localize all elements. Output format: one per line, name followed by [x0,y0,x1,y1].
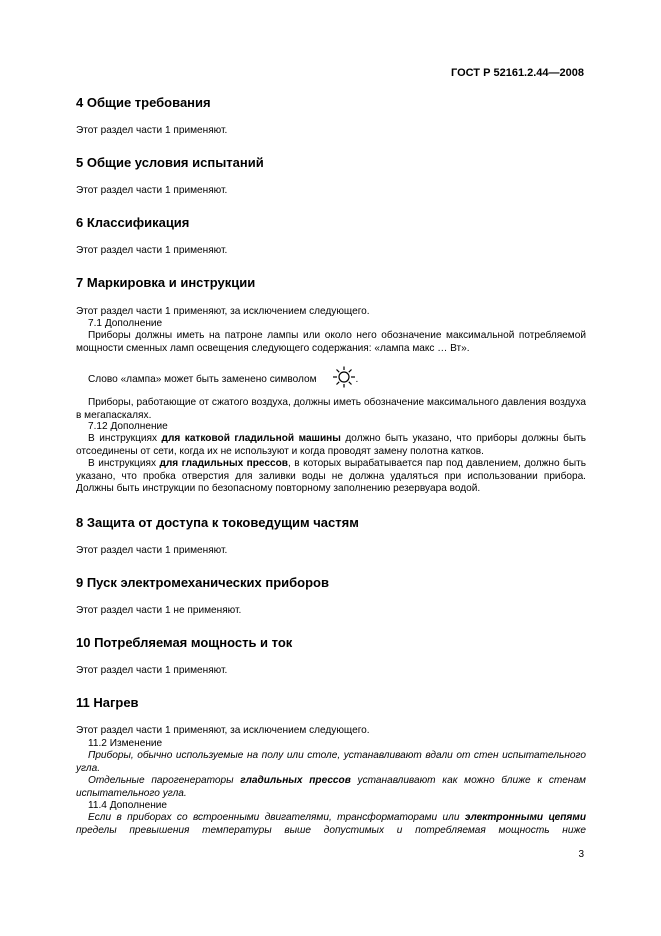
section-4-text: Этот раздел части 1 применяют. [76,125,228,136]
section-7-intro: Этот раздел части 1 применяют, за исключением следующего. [76,306,370,317]
page-number: 3 [578,849,584,860]
section-10-text: Этот раздел части 1 применяют. [76,665,228,676]
lamp-symbol-period: . [355,374,359,385]
section-9-heading: 9 Пуск электромеханических приборов [76,575,329,590]
section-7-heading: 7 Маркировка и инструкции [76,275,256,290]
clause-7-12-para-1: В инструкциях для катковой гладильной машины должно быть указано, что приборы должны быть отсоединены от сети, когда их не используют и когда проводят замену полотна катков. [76,433,586,457]
section-5-text: Этот раздел части 1 применяют. [76,185,228,196]
section-11-heading: 11 Нагрев [76,695,139,710]
clause-7-12-label: 7.12 Дополнение [88,421,168,432]
compressed-air-text: Приборы, работающие от сжатого воздуха, должны иметь обозначение максимального давления воздуха в мегапаскалях. [76,397,586,421]
clause-11-4-label: 11.4 Дополнение [88,800,168,811]
steam-generator-text: Отдельные парогенераторы гладильных прессов устанавливают как можно ближе к стенам испытательного угла. [76,775,586,799]
section-4-heading: 4 Общие требования [76,95,211,110]
section-9-text: Этот раздел части 1 не применяют. [76,605,242,616]
clause-7-1-label: 7.1 Дополнение [88,318,163,329]
clause-7-1-text: Приборы должны иметь на патроне лампы или около него обозначение максимальной потребляемой мощности сменных ламп освещения следующего содержания: «лампа макс … Вт». [76,330,586,354]
lamp-symbol-icon [320,366,356,393]
section-8-text: Этот раздел части 1 применяют. [76,545,228,556]
section-8-heading: 8 Защита от доступа к токоведущим частям [76,515,359,530]
section-10-heading: 10 Потребляемая мощность и ток [76,635,293,650]
lamp-symbol-text: Слово «лампа» может быть заменено символом [88,374,317,385]
section-11-intro: Этот раздел части 1 применяют, за исключением следующего. [76,725,370,736]
clause-11-4-text: Если в приборах со встроенными двигателями, трансформаторами или электронными цепями пределы превышения температуры выше допустимых и потребляемая мощность ниже [76,812,586,836]
clause-7-12-para-2: В инструкциях для гладильных прессов, в которых вырабатывается пар под давлением, должно быть указано, что пробка отверстия для заливки воды не должна удаляться при использовании прибора. Должны быть инструкции по безопасному повторному заполнению резервуара водой. [76,458,586,494]
section-6-heading: 6 Классификация [76,215,190,230]
section-5-heading: 5 Общие условия испытаний [76,155,264,170]
clause-11-2-text: Приборы, обычно используемые на полу или столе, устанавливают вдали от стен испытательного угла. [76,750,586,774]
lamp-symbol-line [76,366,586,393]
clause-11-2-label: 11.2 Изменение [88,738,163,749]
document-code: ГОСТ Р 52161.2.44—2008 [450,67,584,79]
section-6-text: Этот раздел части 1 применяют. [76,245,228,256]
